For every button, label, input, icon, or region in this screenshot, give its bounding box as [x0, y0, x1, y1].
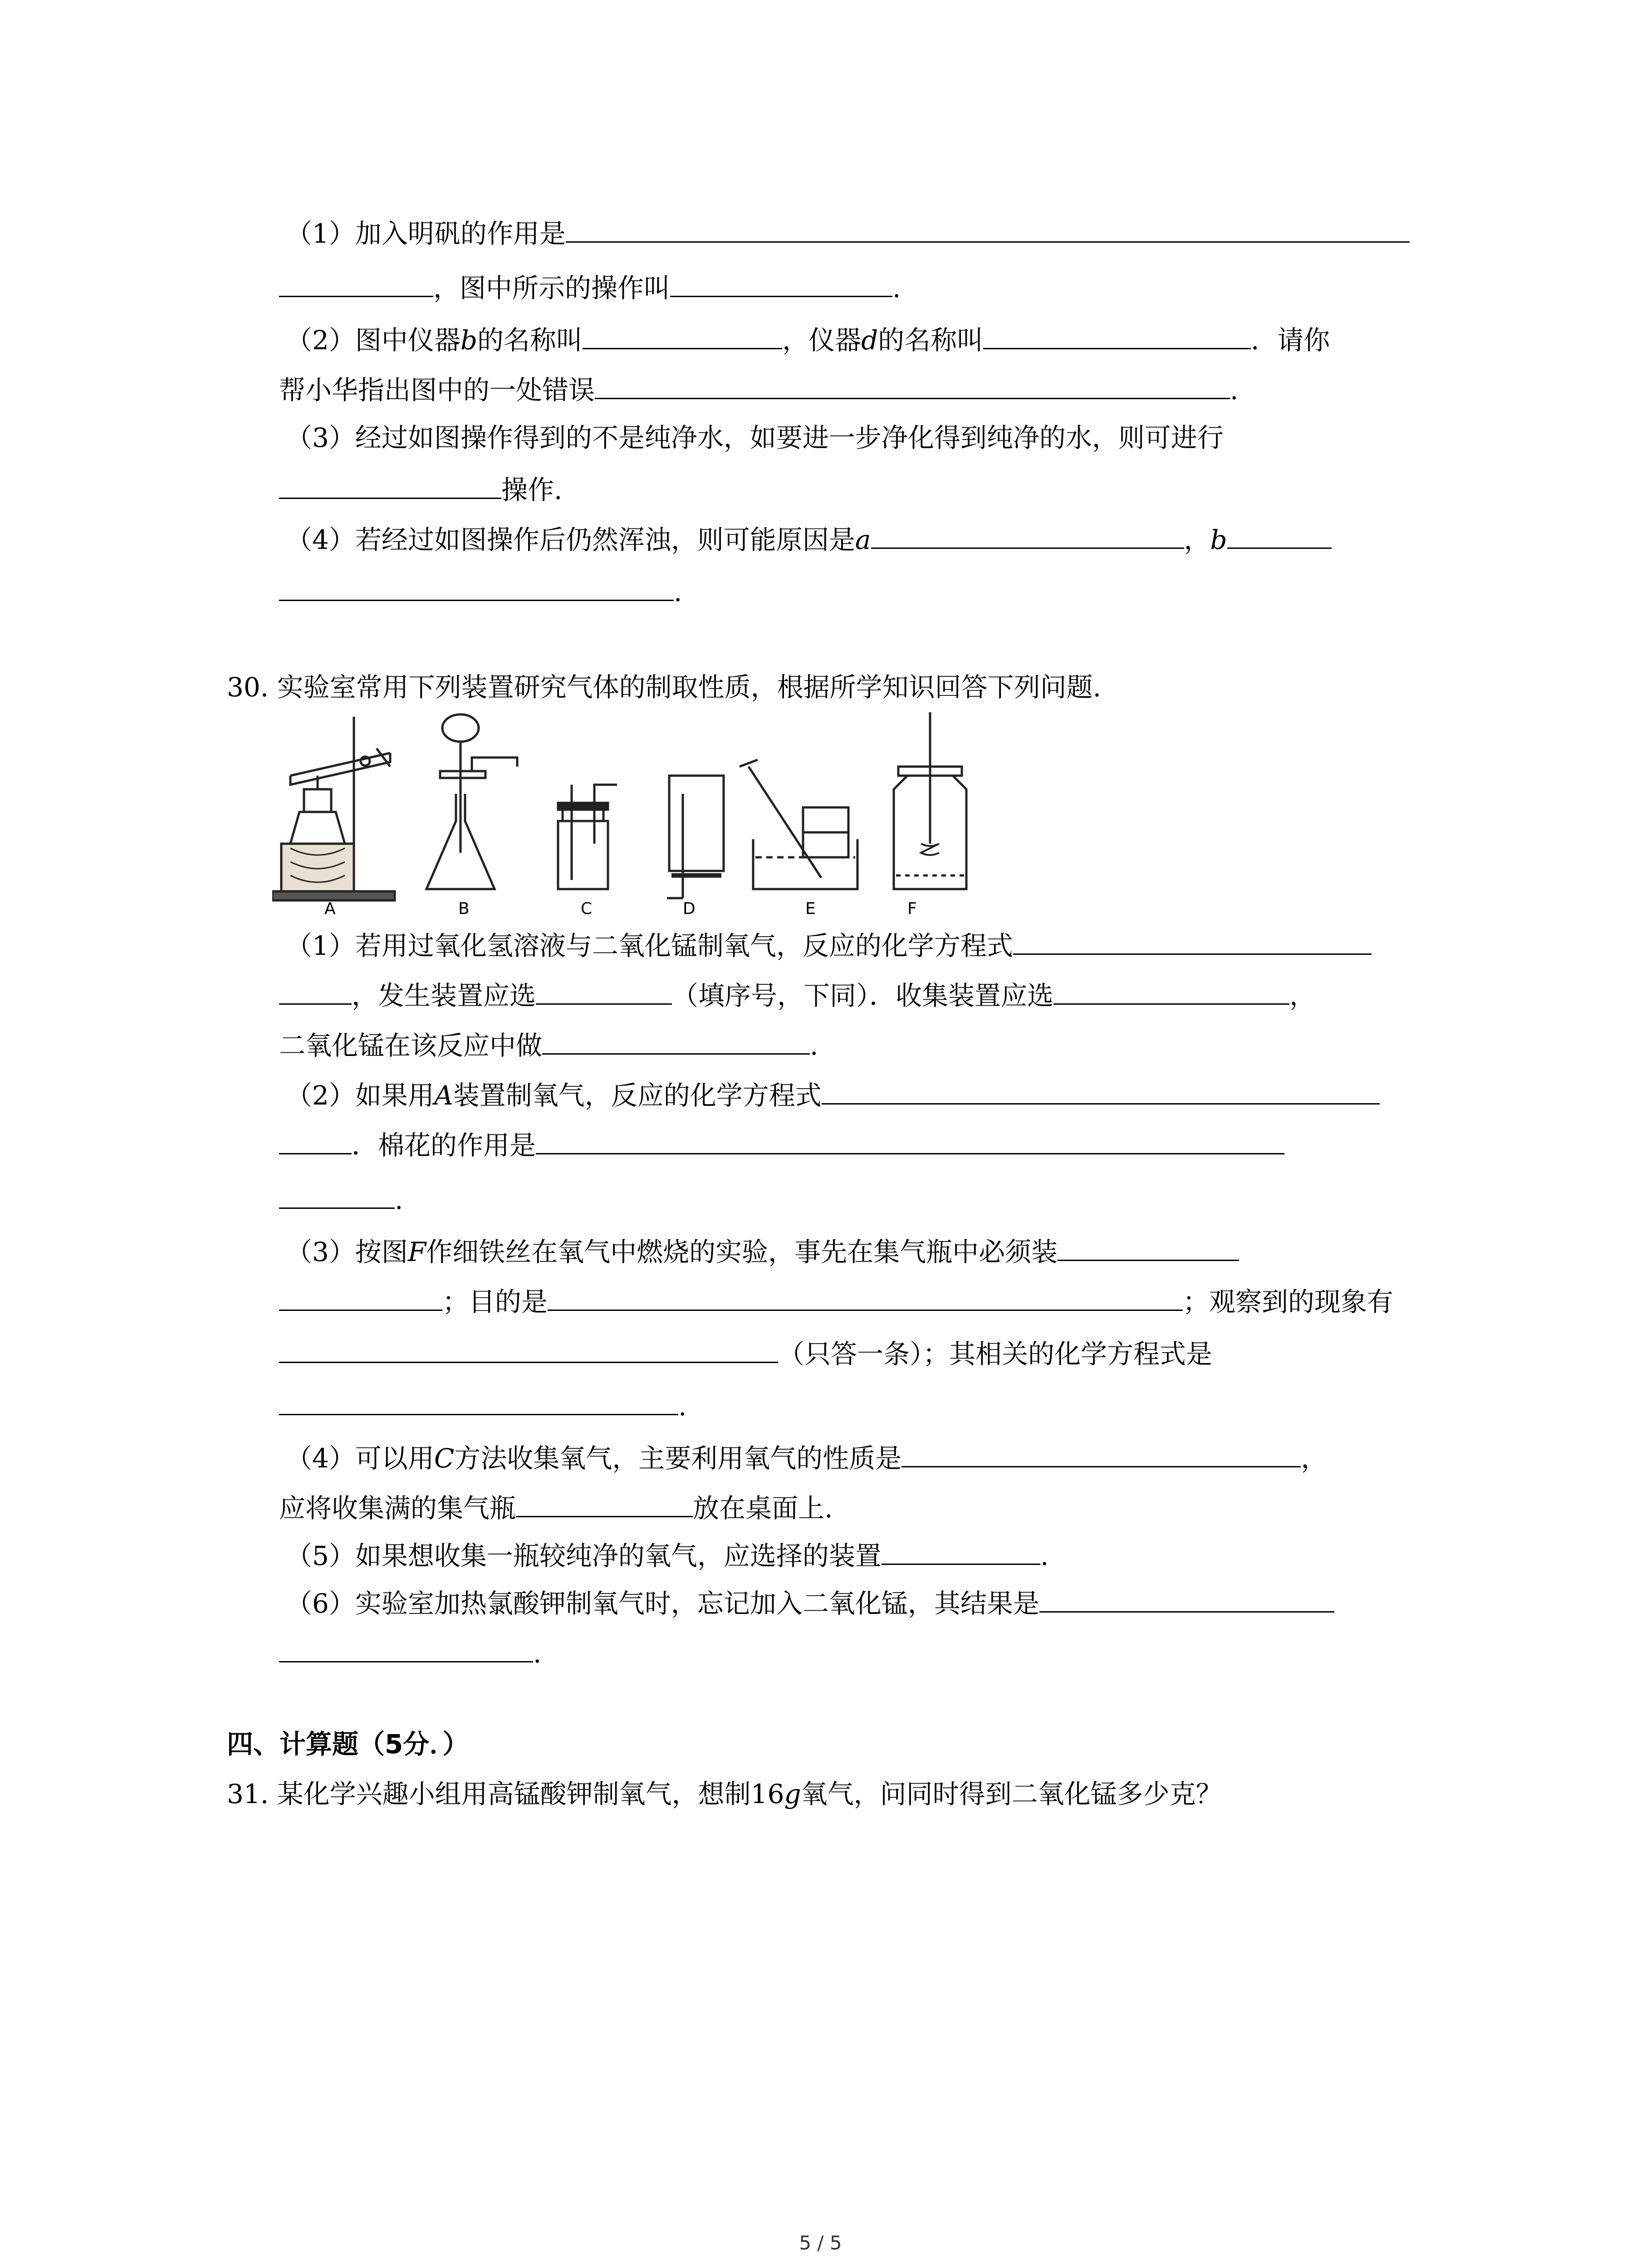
q29-part1-line2 [279, 268, 901, 306]
q30-apparatus-figure [272, 708, 971, 916]
q30-part2-blank-2[interactable] [279, 1125, 352, 1154]
q30-part3-blank-5[interactable] [279, 1386, 678, 1415]
label-e: E [805, 899, 816, 916]
q29-part2-period: . [1230, 375, 1239, 406]
q30-part3-line4 [279, 1386, 686, 1424]
q30-part5-prompt: （5）如果想收集一瓶较纯净的氧气，应选择的装置 [286, 1540, 882, 1571]
q30-part2-line2 [279, 1125, 1284, 1163]
q30-part3-var-f: F [407, 1237, 426, 1267]
q29-part2-var-b: b [460, 325, 478, 356]
apparatus-c-icon [558, 785, 617, 889]
q29-part4-var-a: a [855, 524, 871, 555]
q30-part3-line3 [279, 1334, 1212, 1372]
q30-part6-prompt: （6）实验室加热氯酸钾制氧气时，忘记加入二氧化锰，其结果是 [286, 1588, 1039, 1619]
q30-part4-prompt-b: 方法收集氧气，主要利用氧气的性质是 [454, 1443, 902, 1474]
q30-part1-blank-1[interactable] [1013, 925, 1372, 955]
q30-part3-prompt-b: 作细铁丝在氧气中燃烧的实验，事先在集气瓶中必须装 [426, 1237, 1058, 1267]
q29-part1-operation-prompt: ，图中所示的操作叫 [433, 273, 671, 303]
q31-prompt-b: 氧气，问同时得到二氧化锰多少克？ [801, 1779, 1222, 1809]
q29-part4-blank-a[interactable] [871, 519, 1184, 549]
label-c: C [581, 899, 593, 916]
q30-part1-comma: ， [1289, 980, 1316, 1011]
q30-part3-observe-prompt: ；观察到的现象有 [1183, 1286, 1394, 1317]
q31-prompt-a: 31. 某化学兴趣小组用高锰酸钾制氧气，想制16 [227, 1779, 784, 1809]
q29-part1-blank-1[interactable] [566, 213, 1410, 243]
q30-part3-prompt-a: （3）按图 [286, 1237, 408, 1267]
q29-part1-line1 [286, 213, 1410, 252]
label-a: A [324, 899, 336, 916]
q30-part6-blank-2[interactable] [279, 1633, 533, 1662]
q30-part1-blank-2[interactable] [279, 975, 352, 1005]
q29-part4-prompt: （4）若经过如图操作后仍然浑浊，则可能原因是 [286, 524, 855, 555]
q29-part2-line2 [279, 370, 1238, 408]
q30-part4-prompt-e: 放在桌面上. [693, 1493, 833, 1524]
q29-part2-prompt-e: 的名称叫 [878, 325, 984, 356]
q30-part1-line2 [279, 975, 1316, 1014]
q30-part4-var-c: C [434, 1443, 455, 1474]
q29-part3-prompt: （3）经过如图操作得到的不是纯净水，如要进一步净化得到纯净的水，则可进行 [286, 422, 1224, 453]
label-f: F [907, 899, 917, 916]
section-4-title: 四、计算题（5分．） [227, 1729, 469, 1760]
q31-line [227, 1776, 1222, 1812]
q30-part4-comma: ， [1301, 1443, 1327, 1474]
q29-part4-comma: ， [1184, 524, 1210, 555]
q29-part2-blank-2[interactable] [983, 320, 1251, 349]
q30-part2-blank-1[interactable] [822, 1075, 1380, 1105]
q30-part1-collect-prompt: （填序号，下同）．收集装置应选 [672, 980, 1054, 1011]
q29-part4-line1 [286, 519, 1332, 558]
q30-part2-var-a: A [434, 1080, 453, 1111]
q30-part1-blank-5[interactable] [542, 1025, 810, 1055]
q29-part2-line1 [286, 320, 1330, 358]
q30-part5-line [286, 1535, 1048, 1574]
q29-part1-blank-2[interactable] [279, 268, 433, 297]
label-d: D [683, 899, 696, 916]
q30-part1-catalyst-prompt: 二氧化锰在该反应中做 [279, 1030, 543, 1061]
q30-part4-blank-2[interactable] [516, 1488, 693, 1517]
apparatus-f-icon [894, 712, 966, 889]
q30-part4-blank-1[interactable] [901, 1438, 1301, 1467]
q29-part4-blank-b1[interactable] [1227, 519, 1332, 549]
q30-part1-blank-4[interactable] [1053, 975, 1289, 1005]
apparatus-b-icon [426, 714, 517, 889]
q29-part4-line2 [279, 572, 682, 610]
q29-part2-blank-3[interactable] [595, 370, 1230, 399]
q30-part6-blank-1[interactable] [1039, 1583, 1334, 1613]
q30-part4-prompt-d: 应将收集满的集气瓶 [279, 1493, 516, 1524]
q30-part3-blank-2[interactable] [279, 1281, 442, 1311]
q30-part2-blank-4[interactable] [279, 1179, 395, 1209]
q29-part2-prompt-c: 的名称叫 [477, 325, 583, 356]
q29-part3-line1 [286, 420, 1224, 456]
q29-part1-period: . [892, 273, 901, 303]
q29-part2-blank-1[interactable] [583, 320, 782, 349]
q30-part3-line2 [279, 1281, 1393, 1320]
q29-part3-line2 [279, 469, 562, 508]
q29-part3-blank[interactable] [279, 469, 501, 499]
q30-part3-period: . [678, 1391, 687, 1422]
q30-part2-prompt-a: （2）如果用 [286, 1080, 434, 1111]
q30-part2-prompt-b: 装置制氧气，反应的化学方程式 [453, 1080, 822, 1111]
q30-part1-line1 [286, 925, 1372, 964]
q30-part3-blank-4[interactable] [279, 1334, 778, 1363]
apparatus-a-icon [272, 717, 395, 900]
q31-var-g: g [784, 1779, 801, 1809]
q29-part2-prompt-d: ，仪器 [782, 325, 862, 356]
q29-part4-var-b: b [1210, 524, 1227, 555]
q29-part2-var-d: d [861, 325, 878, 356]
q29-part4-period: . [674, 577, 682, 607]
label-b: B [458, 899, 470, 916]
q30-stem: 30. 实验室常用下列装置研究气体的制取性质，根据所学知识回答下列问题. [227, 672, 1102, 703]
q30-part3-equation-prompt: （只答一条）；其相关的化学方程式是 [778, 1339, 1213, 1369]
q30-part6-line2 [279, 1633, 541, 1672]
q30-part2-cotton-prompt: ．棉花的作用是 [352, 1130, 536, 1161]
q30-part2-line3 [279, 1179, 403, 1218]
q30-part6-period: . [533, 1638, 542, 1669]
q30-part1-blank-3[interactable] [536, 975, 672, 1005]
q29-part3-suffix: 操作. [501, 474, 563, 505]
q30-part4-line2 [279, 1488, 833, 1526]
q30-part1-gen-prompt: ，发生装置应选 [352, 980, 536, 1011]
q29-part2-error-prompt: 帮小华指出图中的一处错误 [279, 375, 595, 406]
q30-part6-line1 [286, 1583, 1334, 1622]
q30-part5-blank[interactable] [882, 1535, 1040, 1565]
q30-part3-blank-3[interactable] [548, 1281, 1183, 1311]
apparatus-d-icon [667, 776, 724, 898]
page-number: 5 / 5 [799, 2232, 842, 2254]
q30-part1-prompt: （1）若用过氧化氢溶液与二氧化锰制氧气，反应的化学方程式 [286, 930, 1013, 961]
q30-part2-period: . [395, 1184, 403, 1215]
q30-part2-blank-3[interactable] [536, 1125, 1284, 1154]
q29-part1-blank-3[interactable] [670, 268, 892, 297]
q30-part5-period: . [1040, 1540, 1049, 1571]
apparatus-e-icon [740, 760, 857, 889]
q30-part4-prompt-a: （4）可以用 [286, 1443, 434, 1474]
q30-part3-purpose-prompt: ；目的是 [442, 1286, 548, 1317]
q29-part1-prompt: （1）加入明矾的作用是 [286, 218, 566, 249]
q30-part4-line1 [286, 1438, 1327, 1476]
q30-part3-line1 [286, 1232, 1239, 1270]
q30-part1-line3 [279, 1025, 818, 1064]
q30-part3-blank-1[interactable] [1058, 1232, 1239, 1261]
q30-part1-period: . [810, 1030, 818, 1061]
q29-part2-prompt-a: （2）图中仪器 [286, 325, 460, 356]
q29-part4-blank-b2[interactable] [279, 572, 674, 601]
q29-part2-prompt-f: ．请你 [1251, 325, 1330, 356]
q30-part2-line1 [286, 1075, 1380, 1114]
